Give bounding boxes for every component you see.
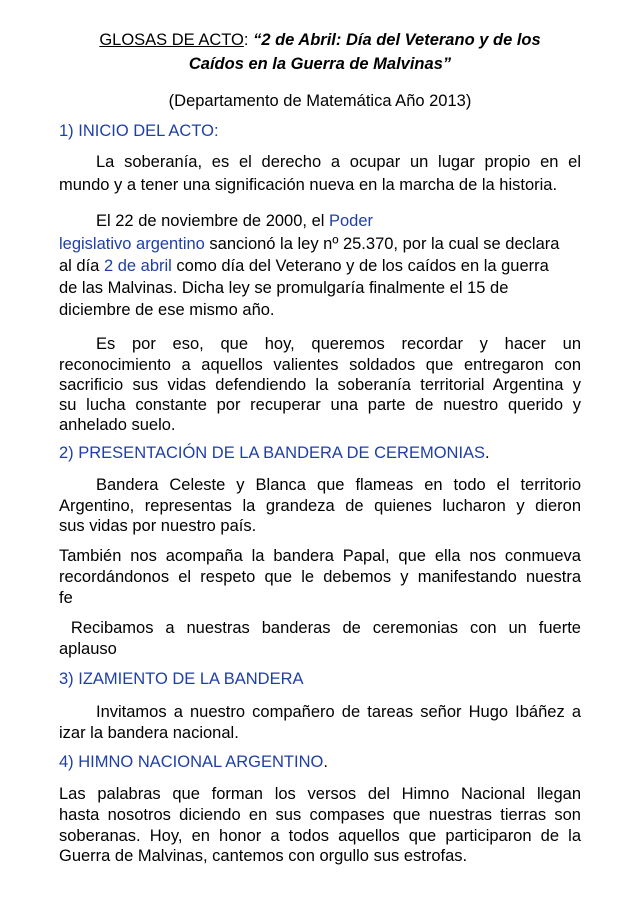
- section-2-title: 2) PRESENTACIÓN DE LA BANDERA DE CEREMONIAS: [59, 444, 486, 462]
- s1-p2-line: de las Malvinas. Dicha ley se promulgaría finalmente el 15 de: [59, 279, 509, 297]
- s1-p2-line: [59, 234, 581, 254]
- section-2-dot: .: [485, 444, 490, 462]
- s1-p2-text: sancionó la ley nº 25.370, por la cual se declara: [204, 235, 560, 253]
- s1-p2-line: [96, 211, 581, 231]
- section-1-heading: 1) INICIO DEL ACTO:: [59, 122, 219, 140]
- section-2-heading: [59, 443, 581, 463]
- s1-p2-text: El 22 de noviembre de 2000, el: [96, 212, 329, 230]
- title-colon: :: [243, 31, 254, 49]
- s1-p2-text: al día: [59, 257, 104, 275]
- title-line-1: [59, 30, 581, 50]
- s1-p1-line: mundo y a tener una significación nueva en la marcha de la historia.: [59, 176, 558, 194]
- dos-de-abril-link[interactable]: 2 de abril: [103, 257, 172, 275]
- department-line: (Departamento de Matemática Año 2013): [168, 92, 472, 110]
- s1-p1-line: La soberanía, es el derecho a ocupar un lugar propio en el: [96, 153, 581, 171]
- s2-p1-line: Bandera Celeste y Blanca que flameas en todo el territorio: [96, 476, 581, 494]
- section-3-heading: 3) IZAMIENTO DE LA BANDERA: [59, 670, 304, 688]
- s1-p2-text: como día del Veterano y de los caídos en la guerra: [171, 257, 549, 275]
- s1-p3-line: Es por eso, que hoy, queremos recordar y hacer un: [96, 335, 581, 353]
- title-main-1: “2 de Abril: Día del Veterano y de los: [253, 31, 541, 49]
- s1-p3-line: anhelado suelo.: [59, 416, 176, 434]
- title-main-2: Caídos en la Guerra de Malvinas”: [188, 55, 452, 73]
- s4-p1-line: hasta nosotros diciendo en sus compases que nuestras tierras son: [59, 806, 581, 824]
- s3-p1-line: izar la bandera nacional.: [59, 724, 239, 742]
- s2-p3-line: aplauso: [59, 640, 117, 658]
- s1-p3-line: reconocimiento a aquellos valientes soldados que entregaron con: [59, 356, 581, 374]
- s2-p1-line: Argentino, representas la grandeza de quienes lucharon y dieron: [59, 497, 581, 515]
- s2-p1-line: sus vidas por nuestro país.: [59, 517, 257, 535]
- s1-p2-line: diciembre de ese mismo año.: [59, 301, 275, 319]
- section-4-title: 4) HIMNO NACIONAL ARGENTINO: [59, 753, 324, 771]
- s2-p2-line: fe: [59, 589, 73, 607]
- s2-p3-line: Recibamos a nuestras banderas de ceremonias con un fuerte: [59, 619, 581, 637]
- s2-p2-line: También nos acompaña la bandera Papal, que ella nos conmueva: [59, 547, 581, 565]
- s3-p1-line: Invitamos a nuestro compañero de tareas señor Hugo Ibáñez a: [96, 703, 581, 721]
- s1-p3-line: sacrificio sus vidas defendiendo la soberanía territorial Argentina y: [59, 376, 581, 394]
- s4-p1-line: Guerra de Malvinas, cantemos con orgullo sus estrofas.: [59, 847, 468, 865]
- legislativo-link[interactable]: legislativo argentino: [59, 235, 205, 253]
- title-line-2: [59, 54, 581, 74]
- s1-p2-line: [59, 256, 581, 276]
- s4-p1-line: soberanas. Hoy, en honor a todos aquellos que participaron de la: [59, 827, 581, 845]
- s2-p2-line: recordándonos el respeto que le debemos y manifestando nuestra: [59, 568, 581, 586]
- section-4-heading: [59, 752, 581, 772]
- poder-link[interactable]: Poder: [329, 212, 374, 230]
- s4-p1-line: Las palabras que forman los versos del Himno Nacional llegan: [59, 785, 581, 803]
- section-4-dot: .: [323, 753, 328, 771]
- glosas-label: GLOSAS DE ACTO: [99, 31, 244, 49]
- s1-p3-line: su lucha constante por recuperar una parte de nuestro querido y: [59, 396, 581, 414]
